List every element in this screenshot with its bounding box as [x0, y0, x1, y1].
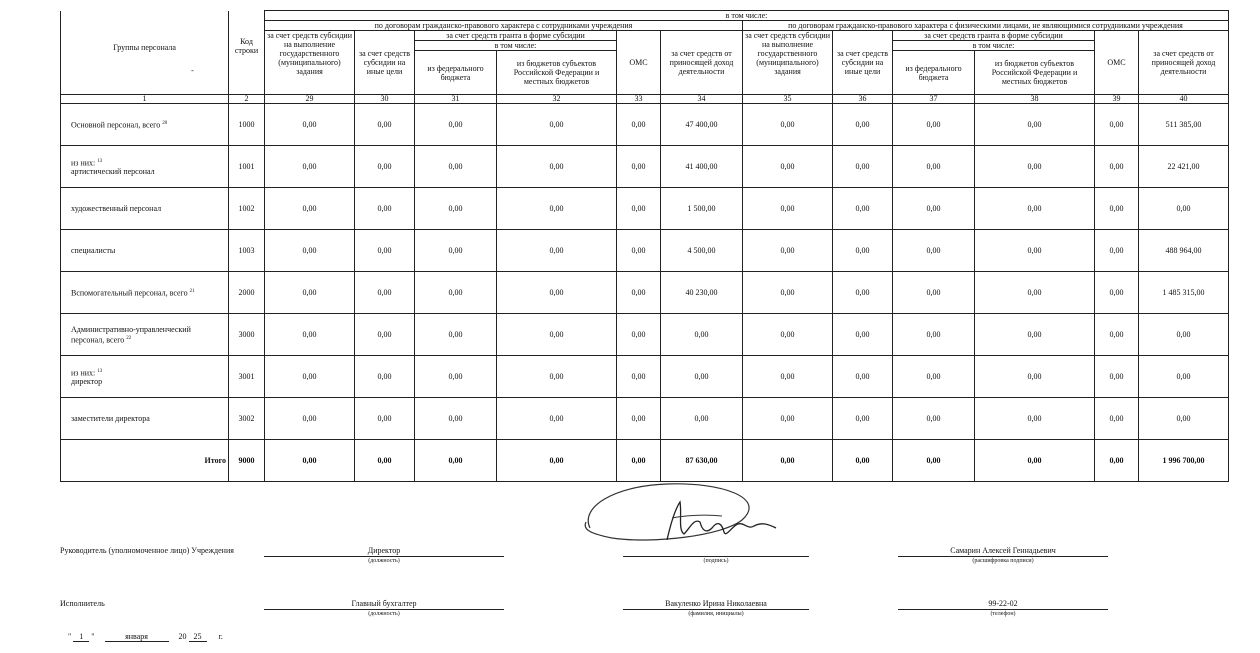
row-label-text: заместители директора [71, 414, 150, 423]
date-month: января [105, 632, 169, 642]
value-cell: 0,00 [265, 104, 355, 146]
value-cell: 0,00 [975, 104, 1095, 146]
row-label [61, 188, 229, 230]
value-cell: 0,00 [617, 272, 661, 314]
date-line [68, 632, 223, 642]
value-cell: 0,00 [355, 188, 415, 230]
value-cell: 4 500,00 [661, 230, 743, 272]
value-cell: 0,00 [265, 146, 355, 188]
row-label [61, 356, 229, 398]
value-cell: 0,00 [661, 356, 743, 398]
header-staff-contracts: по договорам гражданско-правового характера с сотрудниками учреждения [265, 21, 743, 31]
value-cell: 0,00 [1095, 104, 1139, 146]
footnote-mark: 21 [189, 289, 195, 295]
value-cell: 511 385,00 [1139, 104, 1229, 146]
col-number: 35 [743, 95, 833, 104]
header-oms: ОМС [617, 31, 661, 95]
value-cell: 0,00 [265, 398, 355, 440]
value-cell: 0,00 [833, 356, 893, 398]
value-cell: 0,00 [497, 230, 617, 272]
value-cell: 0,00 [415, 356, 497, 398]
value-cell: 1 485 315,00 [1139, 272, 1229, 314]
exec-label: Исполнитель [60, 599, 105, 608]
value-cell: 0,00 [975, 314, 1095, 356]
col-number: 40 [1139, 95, 1229, 104]
header-grant-incl: в том числе: [415, 41, 617, 51]
value-cell: 0,00 [893, 230, 975, 272]
col-number: 31 [415, 95, 497, 104]
value-cell: 0,00 [975, 230, 1095, 272]
value-cell: 0,00 [415, 398, 497, 440]
value-cell: 0,00 [415, 188, 497, 230]
header-income: за счет средств от приносящей доход деятельности [661, 31, 743, 95]
total-value-cell: 0,00 [497, 440, 617, 482]
value-cell: 0,00 [497, 398, 617, 440]
date-century: 20 [178, 632, 187, 641]
header-non-staff-contracts: по договорам гражданско-правового характера с физическими лицами, не являющимися сотрудниками учреждения [743, 21, 1229, 31]
value-cell: 0,00 [833, 188, 893, 230]
value-cell: 0,00 [265, 314, 355, 356]
header-federal-2: из федерального бюджета [893, 51, 975, 95]
date-day: 1 [73, 632, 89, 642]
row-code: 1001 [229, 146, 265, 188]
value-cell: 1 500,00 [661, 188, 743, 230]
footnote-mark: 13 [97, 158, 103, 164]
value-cell: 0,00 [975, 356, 1095, 398]
row-label [61, 272, 229, 314]
value-cell: 0,00 [1139, 356, 1229, 398]
header-regional: из бюджетов субъектов Российской Федерации и местных бюджетов [497, 51, 617, 95]
signature-image [572, 478, 802, 558]
row-code: 3002 [229, 398, 265, 440]
value-cell: 0,00 [617, 314, 661, 356]
col-number: 29 [265, 95, 355, 104]
row-code: 3001 [229, 356, 265, 398]
row-label [61, 146, 229, 188]
value-cell: 0,00 [975, 398, 1095, 440]
value-cell: 22 421,00 [1139, 146, 1229, 188]
value-cell: 0,00 [617, 146, 661, 188]
value-cell: 0,00 [893, 104, 975, 146]
value-cell: 0,00 [355, 104, 415, 146]
header-incl: в том числе: [265, 11, 1229, 21]
date-quote-close: " [91, 632, 95, 641]
value-cell: 0,00 [497, 356, 617, 398]
value-cell: 0,00 [617, 230, 661, 272]
head-name-caption: (расшифровка подписи) [972, 558, 1034, 564]
row-label-text: артистический персонал [71, 167, 155, 177]
row-label-text: Основной персонал, всего [71, 120, 161, 130]
value-cell: 0,00 [1095, 398, 1139, 440]
head-sign-caption: (подпись) [703, 558, 729, 564]
value-cell: 0,00 [893, 188, 975, 230]
value-cell: 0,00 [743, 398, 833, 440]
head-sign-line [623, 556, 809, 557]
col-number: 37 [893, 95, 975, 104]
header-income-2: за счет средств от приносящей доход деятельности [1139, 31, 1229, 95]
row-code: 3000 [229, 314, 265, 356]
total-value-cell: 0,00 [833, 440, 893, 482]
value-cell: 0,00 [497, 146, 617, 188]
value-cell: 0,00 [355, 146, 415, 188]
value-cell: 0,00 [497, 188, 617, 230]
header-regional-2: из бюджетов субъектов Российской Федерации и местных бюджетов [975, 51, 1095, 95]
value-cell: 0,00 [743, 230, 833, 272]
value-cell: 0,00 [355, 314, 415, 356]
exec-position: Главный бухгалтер [351, 599, 417, 608]
col-number: 39 [1095, 95, 1139, 104]
value-cell: 0,00 [415, 104, 497, 146]
header-subsidy-state-2: за счет средств субсидии на выполнение государственного (муниципального) задания [743, 31, 833, 95]
value-cell: 0,00 [833, 230, 893, 272]
value-cell: 0,00 [661, 398, 743, 440]
value-cell: 0,00 [893, 314, 975, 356]
exec-phone: 99-22-02 [988, 599, 1018, 608]
value-cell: 0,00 [1139, 314, 1229, 356]
value-cell: 0,00 [975, 146, 1095, 188]
value-cell: 0,00 [265, 230, 355, 272]
value-cell: 0,00 [1139, 398, 1229, 440]
value-cell: 0,00 [893, 146, 975, 188]
header-subsidy-other: за счет средств субсидии на иные цели [355, 31, 415, 95]
row-label-text: Административно-управленческий персонал, всего [71, 324, 191, 345]
header-oms-2: ОМС [1095, 31, 1139, 95]
value-cell: 0,00 [743, 146, 833, 188]
exec-position-caption: (должность) [368, 611, 400, 617]
value-cell: 0,00 [497, 104, 617, 146]
value-cell: 0,00 [743, 272, 833, 314]
table-row [61, 272, 1229, 314]
header-grant: за счет средств гранта в форме субсидии [415, 31, 617, 41]
footnote-mark: 13 [97, 368, 103, 374]
value-cell: 0,00 [833, 146, 893, 188]
value-cell: 0,00 [415, 272, 497, 314]
date-quote-open: " [68, 632, 72, 641]
value-cell: 41 400,00 [661, 146, 743, 188]
value-cell: 0,00 [833, 104, 893, 146]
value-cell: 0,00 [743, 314, 833, 356]
total-value-cell: 0,00 [1095, 440, 1139, 482]
value-cell: 0,00 [415, 146, 497, 188]
total-value-cell: 0,00 [265, 440, 355, 482]
total-value-cell: 0,00 [743, 440, 833, 482]
value-cell: 0,00 [1095, 356, 1139, 398]
head-label: Руководитель (уполномоченное лицо) Учреждения [60, 546, 234, 555]
value-cell: 0,00 [661, 314, 743, 356]
header-federal: из федерального бюджета [415, 51, 497, 95]
header-code: Код строки [229, 11, 265, 95]
header-group: Группы персонала - [61, 11, 229, 95]
total-code: 9000 [229, 440, 265, 482]
value-cell: 0,00 [1095, 314, 1139, 356]
col-number: 2 [229, 95, 265, 104]
value-cell: 47 400,00 [661, 104, 743, 146]
value-cell: 0,00 [743, 356, 833, 398]
value-cell: 0,00 [355, 398, 415, 440]
value-cell: 0,00 [893, 356, 975, 398]
row-label-text: специалисты [71, 246, 116, 255]
value-cell: 0,00 [617, 398, 661, 440]
value-cell: 0,00 [893, 398, 975, 440]
total-row [61, 440, 1229, 482]
col-number: 32 [497, 95, 617, 104]
total-value-cell: 0,00 [415, 440, 497, 482]
exec-name-caption: (фамилия, инициалы) [688, 611, 744, 617]
exec-position-line [264, 609, 504, 610]
row-label [61, 230, 229, 272]
table-row [61, 398, 1229, 440]
row-label-text: директор [71, 377, 103, 387]
value-cell: 0,00 [833, 314, 893, 356]
row-code: 1003 [229, 230, 265, 272]
value-cell: 0,00 [743, 188, 833, 230]
value-cell: 0,00 [617, 104, 661, 146]
head-name-line [898, 556, 1108, 557]
col-number: 36 [833, 95, 893, 104]
head-name: Самарин Алексей Геннадьевич [950, 546, 1056, 555]
value-cell: 0,00 [265, 188, 355, 230]
footnote-mark: 20 [162, 121, 168, 127]
value-cell: 0,00 [497, 272, 617, 314]
total-value-cell: 0,00 [355, 440, 415, 482]
header-grant-incl-2: в том числе: [893, 41, 1095, 51]
value-cell: 0,00 [355, 230, 415, 272]
value-cell: 0,00 [1095, 188, 1139, 230]
row-code: 1002 [229, 188, 265, 230]
date-year: 25 [189, 632, 207, 642]
value-cell: 0,00 [893, 272, 975, 314]
row-label-prefix: из них: [71, 158, 96, 168]
footnote-mark: 22 [126, 335, 132, 341]
table-row [61, 356, 1229, 398]
value-cell: 0,00 [833, 272, 893, 314]
value-cell: 0,00 [265, 356, 355, 398]
exec-name-line [623, 609, 809, 610]
value-cell: 0,00 [833, 398, 893, 440]
col-number: 34 [661, 95, 743, 104]
row-label-prefix: из них: [71, 368, 96, 378]
value-cell: 0,00 [743, 104, 833, 146]
date-year-suffix: г. [218, 632, 223, 641]
total-value-cell: 0,00 [617, 440, 661, 482]
value-cell: 0,00 [497, 314, 617, 356]
value-cell: 0,00 [617, 356, 661, 398]
exec-phone-caption: (телефон) [990, 611, 1016, 617]
col-number: 30 [355, 95, 415, 104]
exec-name: Вакуленко Ирина Николаевна [665, 599, 767, 608]
value-cell: 0,00 [975, 188, 1095, 230]
row-code: 1000 [229, 104, 265, 146]
head-position-caption: (должность) [368, 558, 400, 564]
value-cell: 0,00 [1095, 146, 1139, 188]
total-value-cell: 0,00 [975, 440, 1095, 482]
column-numbers-row [61, 95, 1229, 104]
row-label-text: художественный персонал [71, 204, 162, 213]
col-number: 38 [975, 95, 1095, 104]
table-row [61, 146, 1229, 188]
head-position-line [264, 556, 504, 557]
head-position: Директор [367, 546, 401, 555]
table-row [61, 314, 1229, 356]
value-cell: 0,00 [355, 272, 415, 314]
table-row [61, 230, 1229, 272]
total-value-cell: 1 996 700,00 [1139, 440, 1229, 482]
total-value-cell: 87 630,00 [661, 440, 743, 482]
staff-payments-table [60, 10, 1229, 482]
value-cell: 0,00 [415, 230, 497, 272]
value-cell: 0,00 [975, 272, 1095, 314]
value-cell: 0,00 [1139, 188, 1229, 230]
value-cell: 0,00 [1095, 230, 1139, 272]
value-cell: 0,00 [1095, 272, 1139, 314]
value-cell: 40 230,00 [661, 272, 743, 314]
table-row [61, 104, 1229, 146]
value-cell: 0,00 [415, 314, 497, 356]
row-code: 2000 [229, 272, 265, 314]
table-header [61, 11, 1229, 104]
row-label [61, 398, 229, 440]
exec-phone-line [898, 609, 1108, 610]
total-value-cell: 0,00 [893, 440, 975, 482]
col-number: 33 [617, 95, 661, 104]
value-cell: 0,00 [617, 188, 661, 230]
value-cell: 0,00 [265, 272, 355, 314]
table-row [61, 188, 1229, 230]
col-number: 1 [61, 95, 229, 104]
row-label [61, 104, 229, 146]
table-body [61, 104, 1229, 482]
header-grant-2: за счет средств гранта в форме субсидии [893, 31, 1095, 41]
value-cell: 488 964,00 [1139, 230, 1229, 272]
header-subsidy-state: за счет средств субсидии на выполнение государственного (муниципального) задания [265, 31, 355, 95]
row-label-text: Вспомогательный персонал, всего [71, 288, 188, 298]
value-cell: 0,00 [355, 356, 415, 398]
total-label: Итого [61, 440, 229, 482]
header-subsidy-other-2: за счет средств субсидии на иные цели [833, 31, 893, 95]
row-label [61, 314, 229, 356]
